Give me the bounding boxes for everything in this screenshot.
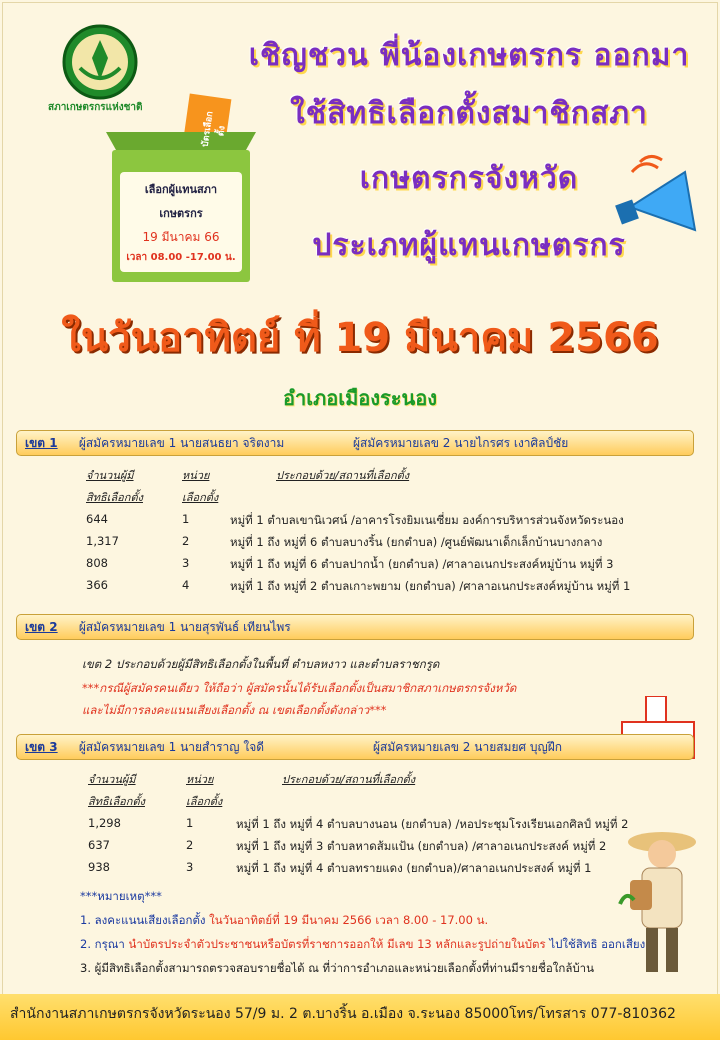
- zone-1-bar: [16, 430, 694, 456]
- headline-line-2: ใช้สิทธิเลือกตั้งสมาชิกสภา: [290, 96, 648, 131]
- note-2-prefix: 2. กรุณา: [80, 937, 125, 951]
- svg-text:สภาเกษตรกรแห่งชาติ: สภาเกษตรกรแห่งชาติ: [48, 102, 143, 113]
- election-date: ในวันอาทิตย์ ที่ 19 มีนาคม 2566: [61, 315, 659, 361]
- zone-3-header-voters-2: สิทธิเลือกตั้ง: [88, 795, 145, 808]
- zone-1-candidate-1: ผู้สมัครหมายเลข 1 นายสนธยา จริตงาม: [78, 436, 285, 450]
- zone-3-bar: [16, 734, 694, 760]
- zone-1-label: เขต 1: [25, 436, 58, 450]
- note-2-suffix: ไปใช้สิทธิ ออกเสียง: [545, 937, 646, 951]
- unit-number: 3: [182, 556, 190, 570]
- zone-1-header-voters-1: จำนวนผู้มี: [86, 469, 134, 482]
- place-text: หมู่ที่ 1 ตำบลเขานิเวศน์ /อาคารโรงยิมเนเซี่ยม องค์การบริหารส่วนจังหวัดระนอง: [230, 513, 624, 527]
- unit-number: 1: [182, 512, 190, 526]
- voters-count: 1,317: [86, 534, 119, 548]
- headline-line-3: เกษตรกรจังหวัด: [359, 161, 579, 196]
- zone-2-label: เขต 2: [25, 620, 58, 634]
- zone-3-label: เขต 3: [25, 740, 58, 754]
- note-2: [80, 936, 645, 954]
- voters-count: 644: [86, 512, 108, 526]
- zone-1-row: [0, 556, 720, 574]
- district-name: อำเภอเมืองระนอง: [282, 386, 437, 410]
- place-text: หมู่ที่ 1 ถึง หมู่ที่ 4 ตำบลบางนอน (ยกตำบล) /หอประชุมโรงเรียนเอกศิลป์ หมู่ที่ 2: [236, 817, 629, 831]
- voters-count: 637: [88, 838, 110, 852]
- zone-3-header-unit-2: เลือกตั้ง: [186, 795, 223, 808]
- zone-1-header-voters-2: สิทธิเลือกตั้ง: [86, 491, 143, 504]
- box-line-1: เลือกผู้แทนสภา: [144, 183, 218, 196]
- zone-2-candidate-1: ผู้สมัครหมายเลข 1 นายสุรพันธ์ เทียนไพร: [78, 620, 291, 634]
- voters-count: 1,298: [88, 816, 121, 830]
- headline-line-1: เชิญชวน พี่น้องเกษตรกร ออกมา: [248, 38, 690, 73]
- box-line-2: เกษตรกร: [159, 207, 203, 220]
- note-1-highlight: ในวันอาทิตย์ที่ 19 มีนาคม 2566 เวลา 8.00 - 17.00 น.: [205, 913, 489, 927]
- note-2-highlight: นำบัตรประจำตัวประชาชนหรือบัตรที่ราชการออกให้ มีเลข 13 หลักและรูปถ่ายในบัตร: [124, 937, 546, 951]
- footer-address: สำนักงานสภาเกษตรกรจังหวัดระนอง 57/9 ม. 2 ต.บางริ้น อ.เมือง จ.ระนอง 85000โทร/โทรสาร 077-810362: [0, 994, 720, 1040]
- zone-2-note-3: และไม่มีการลงคะแนนเสียงเลือกตั้ง ณ เขตเลือกตั้งดังกล่าว***: [82, 703, 387, 717]
- place-text: หมู่ที่ 1 ถึง หมู่ที่ 6 ตำบลบางริ้น (ยกตำบล) /ศูนย์พัฒนาเด็กเล็กบ้านบางกลาง: [230, 535, 603, 549]
- place-text: หมู่ที่ 1 ถึง หมู่ที่ 3 ตำบลหาดส้มแป้น (ยกตำบล) /ศาลาอเนกประสงค์ หมู่ที่ 2: [236, 839, 607, 853]
- zone-2-bar: [16, 614, 694, 640]
- megaphone-icon: [610, 152, 710, 252]
- note-1-prefix: 1. ลงคะแนนเสียงเลือกตั้ง: [80, 913, 206, 927]
- box-line-4: เวลา 08.00 -17.00 น.: [126, 252, 236, 263]
- note-3: 3. ผู้มีสิทธิเลือกตั้งสามารถตรวจสอบรายชื่อได้ ณ ที่ว่าการอำเภอและหน่วยเลือกตั้งที่ท่านมีรายชื่อใกล้บ้าน: [80, 961, 595, 975]
- zone-1-header-unit-2: เลือกตั้ง: [182, 491, 219, 504]
- farmer-illustration: [612, 820, 708, 980]
- zone-3-header-place: ประกอบด้วย/สถานที่เลือกตั้ง: [282, 773, 416, 786]
- zone-1-row: [0, 534, 720, 552]
- zone-1-header-unit-1: หน่วย: [182, 469, 210, 482]
- zone-1-header-place: ประกอบด้วย/สถานที่เลือกตั้ง: [276, 469, 410, 482]
- place-text: หมู่ที่ 1 ถึง หมู่ที่ 4 ตำบลทรายแดง (ยกตำบล)/ศาลาอเนกประสงค์ หมู่ที่ 1: [236, 861, 592, 875]
- unit-number: 1: [186, 816, 194, 830]
- zone-3-candidate-2: ผู้สมัครหมายเลข 2 นายสมยศ บุญฝึก: [373, 740, 563, 754]
- zone-1-row: [0, 512, 720, 530]
- voters-count: 366: [86, 578, 108, 592]
- unit-number: 4: [182, 578, 190, 592]
- zone-3-candidate-1: ผู้สมัครหมายเลข 1 นายสำราญ ใจดี: [78, 740, 265, 754]
- headline-line-4: ประเภทผู้แทนเกษตรกร: [312, 228, 626, 263]
- notes-title: ***หมายเหตุ***: [80, 889, 162, 903]
- place-text: หมู่ที่ 1 ถึง หมู่ที่ 2 ตำบลเกาะพยาม (ยกตำบล) /ศาลาอเนกประสงค์หมู่บ้าน หมู่ที่ 1: [230, 579, 631, 593]
- place-text: หมู่ที่ 1 ถึง หมู่ที่ 6 ตำบลปากน้ำ (ยกตำบล) /ศาลาอเนกประสงค์หมู่บ้าน หมู่ที่ 3: [230, 557, 614, 571]
- unit-number: 3: [186, 860, 194, 874]
- ballot-paper-label: บัตรเลือกตั้ง: [200, 110, 228, 148]
- voters-count: 938: [88, 860, 110, 874]
- unit-number: 2: [182, 534, 190, 548]
- unit-number: 2: [186, 838, 194, 852]
- voters-count: 808: [86, 556, 108, 570]
- zone-1-candidate-2: ผู้สมัครหมายเลข 2 นายไกรศร เงาศิลป์ชัย: [353, 436, 569, 450]
- zone-3-header-unit-1: หน่วย: [186, 773, 214, 786]
- note-1: [80, 912, 488, 930]
- zone-2-note-1: เขต 2 ประกอบด้วยผู้มีสิทธิเลือกตั้งในพื้นที่ ตำบลหงาว และตำบลราชกรูด: [82, 657, 440, 671]
- zone-3-header-voters-1: จำนวนผู้มี: [88, 773, 136, 786]
- zone-2-note-2: ***กรณีผู้สมัครคนเดียว ให้ถือว่า ผู้สมัครนั้นได้รับเลือกตั้งเป็นสมาชิกสภาเกษตรกรจังหวัด: [82, 681, 517, 695]
- zone-1-row: [0, 578, 720, 596]
- box-line-3: 19 มีนาคม 66: [142, 230, 220, 244]
